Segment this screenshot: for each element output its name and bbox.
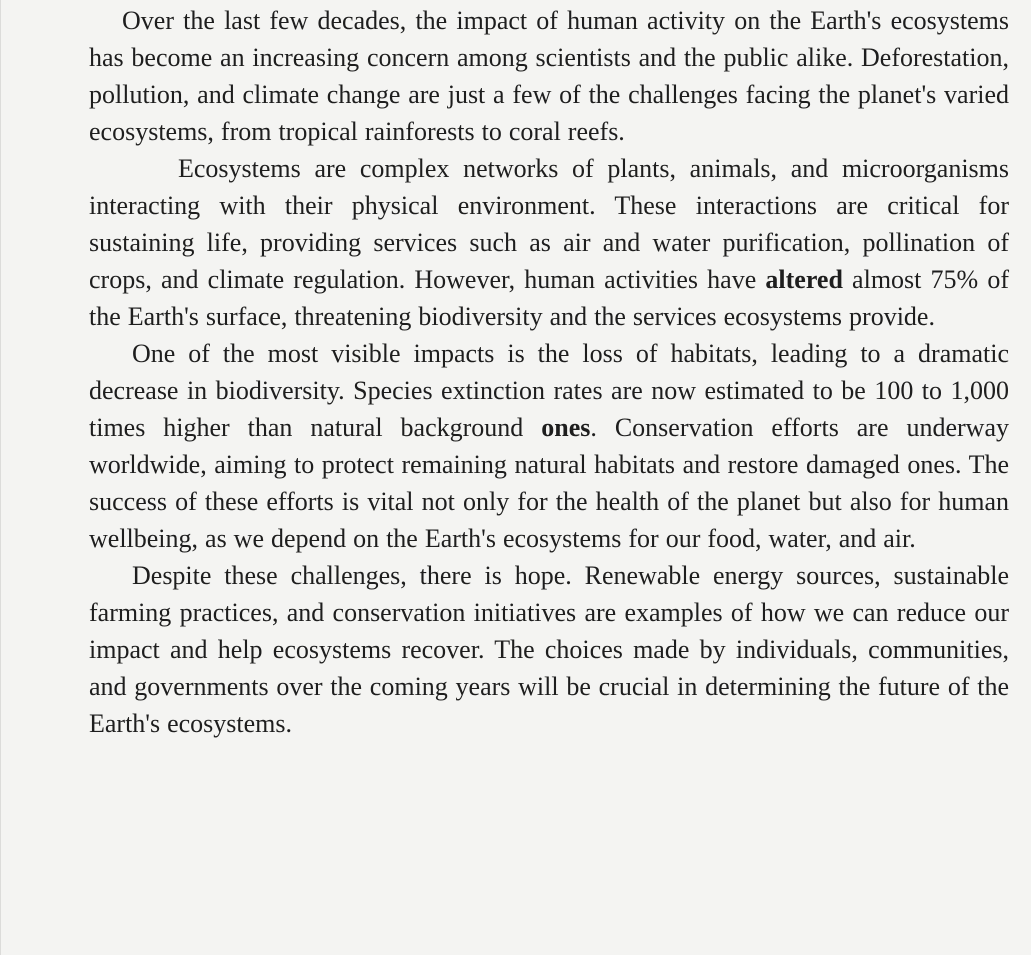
paragraph-text: almost 75% of the Earth's surface, threatening biodiversity and the services ecosystems provide. xyxy=(89,265,1009,331)
paragraph-text: Over the last few decades, the impact of human activity on the Earth's ecosystems has become an increasing concern among scientists and the public alike. Deforestation, pollution, and climate change are just a few of the challenges facing the planet's varied ecosystems, from tropical rainforests to coral reefs. xyxy=(89,6,1009,146)
paragraph-intro xyxy=(89,2,1009,150)
paragraph-habitat-loss xyxy=(89,335,1009,557)
bold-word-ones: ones xyxy=(541,413,591,442)
paragraph-ecosystems xyxy=(89,150,1009,335)
bold-word-altered: altered xyxy=(765,265,843,294)
paragraph-text: One of the most visible impacts is the loss of habitats, leading to a dramatic decrease in biodiversity. Species extinction rates are now estimated to be 100 to 1,000 times higher than natural background xyxy=(89,339,1009,442)
paragraph-text: Despite these challenges, there is hope. Renewable energy sources, sustainable farming practices, and conservation initiatives are examples of how we can reduce our impact and help ecosystems recover. The choices made by individuals, communities, and governments over the coming years will be crucial in determining the future of the Earth's ecosystems. xyxy=(89,561,1009,738)
paragraph-text: . Conservation efforts are underway worldwide, aiming to protect remaining natural habitats and restore damaged ones. The success of these efforts is vital not only for the health of the planet but also for human wellbeing, as we depend on the Earth's ecosystems for our food, water, and air. xyxy=(89,413,1009,553)
paragraph-hope xyxy=(89,557,1009,742)
paragraph-text: Ecosystems are complex networks of plants, animals, and microorganisms interacting with their physical environment. These interactions are critical for sustaining life, providing services such as air and water purification, pollination of crops, and climate regulation. However, human activities have xyxy=(89,154,1009,294)
page-edge xyxy=(0,0,1,955)
